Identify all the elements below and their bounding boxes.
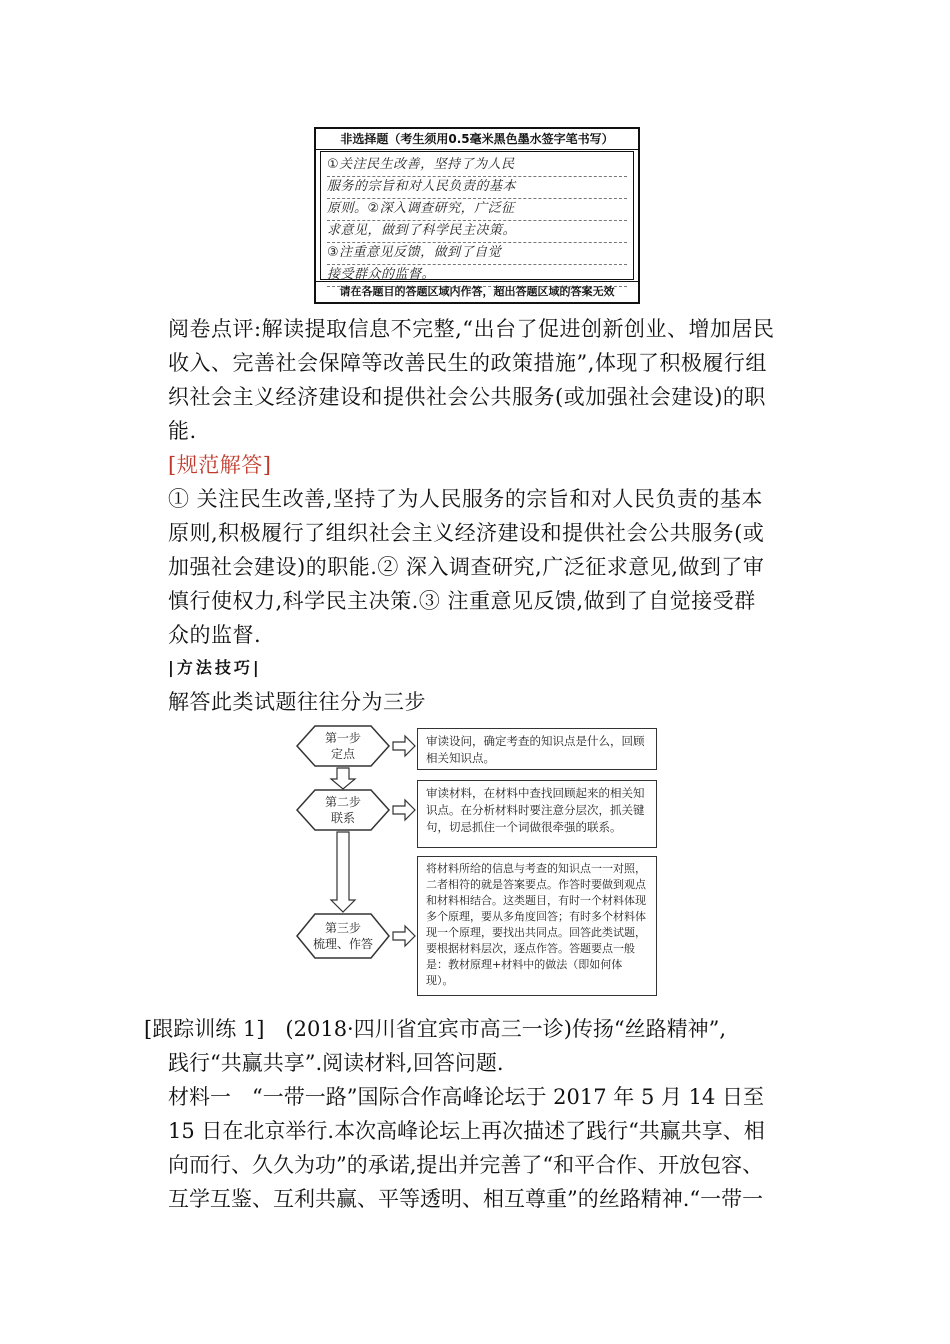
handwritten-line: 服务的宗旨和对人民负责的基本	[327, 176, 627, 199]
step3-label: 第三步 梳理、作答	[312, 921, 373, 951]
down-arrow-icon	[331, 768, 355, 789]
answer-sheet-image	[314, 127, 640, 304]
three-step-flowchart	[295, 724, 665, 998]
review-line: 能.	[168, 419, 197, 443]
standard-answer	[168, 448, 818, 652]
standard-answer-line: 加强社会建设)的职能.② 深入调查研究,广泛征求意见,做到了审	[168, 555, 765, 579]
review-line: 阅卷点评:解读提取信息不完整,“出台了促进创新创业、增加居民	[168, 317, 775, 341]
right-arrow-icon	[393, 736, 415, 756]
tracking-line: 向而行、久久为功”的承诺,提出并完善了“和平合作、开放包容、	[168, 1153, 764, 1177]
tracking-line: 践行“共赢共享”.阅读材料,回答问题.	[168, 1051, 504, 1075]
answer-sheet-header: 非选择题（考生须用0.5毫米黑色墨水签字笔书写）	[316, 129, 638, 150]
standard-answer-line: 慎行使权力,科学民主决策.③ 注重意见反馈,做到了自觉接受群	[168, 589, 756, 613]
tracking-line: [跟踪训练 1] (2018·四川省宜宾市高三一诊)传扬“丝路精神”,	[144, 1017, 727, 1041]
step2-description: 审读材料，在材料中查找回顾起来的相关知识点。在分析材料时要注意分层次，抓关键句，切忌抓住一个词做很牵强的联系。	[417, 780, 657, 848]
standard-answer-line: ① 关注民生改善,坚持了为人民服务的宗旨和对人民负责的基本	[168, 487, 763, 511]
handwritten-line: ③注重意见反馈，做到了自觉	[327, 242, 627, 265]
review-line: 织社会主义经济建设和提供社会公共服务(或加强社会建设)的职	[168, 385, 766, 409]
step1-description: 审读设问，确定考查的知识点是什么，回顾相关知识点。	[417, 728, 657, 770]
standard-answer-line: 原则,积极履行了组织社会主义经济建设和提供社会公共服务(或	[168, 521, 765, 545]
step2-label: 第二步 联系	[324, 795, 361, 825]
step3-description: 将材料所给的信息与考查的知识点一一对照，二者相符的就是答案要点。作答时要做到观点和材料相结合。这类题目，有时一个材料体现多个原理，要从多角度回答；有时多个材料体现一个原理，要找出共同点。回答此类试题，要根据材料层次，逐点作答。答题要点一般是：教材原理+材料中的做法（即如何体现）。	[417, 856, 657, 996]
standard-answer-heading: [规范解答]	[168, 453, 272, 477]
answer-sheet-body	[320, 151, 634, 280]
review-line: 收入、完善社会保障等改善民生的政策措施”,体现了积极履行组	[168, 351, 767, 375]
down-arrow-icon	[331, 832, 355, 912]
handwritten-line: 原则。②深入调查研究，广泛征	[327, 198, 627, 221]
review-comment	[168, 312, 818, 448]
standard-answer-line: 众的监督.	[168, 623, 262, 647]
tracking-line: 材料一 “一带一路”国际合作高峰论坛于 2017 年 5 月 14 日至	[168, 1085, 765, 1109]
handwritten-line: 接受群众的监督。	[327, 264, 627, 287]
tracking-line: 15 日在北京举行.本次高峰论坛上再次描述了践行“共赢共享、相	[168, 1119, 765, 1143]
answer-sheet-footer: 请在各题目的答题区域内作答，超出答题区域的答案无效	[316, 281, 638, 302]
method-intro: 解答此类试题往往分为三步	[168, 690, 426, 714]
handwritten-line: 求意见，做到了科学民主决策。	[327, 220, 627, 243]
right-arrow-icon	[393, 926, 415, 946]
right-arrow-icon	[393, 800, 415, 820]
method-section	[168, 651, 818, 719]
tracking-line: 互学互鉴、互利共赢、平等透明、相互尊重”的丝路精神.“一带一	[168, 1187, 764, 1211]
tracking-exercise	[144, 1012, 824, 1216]
method-heading: |方法技巧|	[168, 658, 262, 677]
step1-label: 第一步 定点	[324, 731, 361, 761]
handwritten-line: ①关注民生改善，坚持了为人民	[327, 154, 627, 177]
